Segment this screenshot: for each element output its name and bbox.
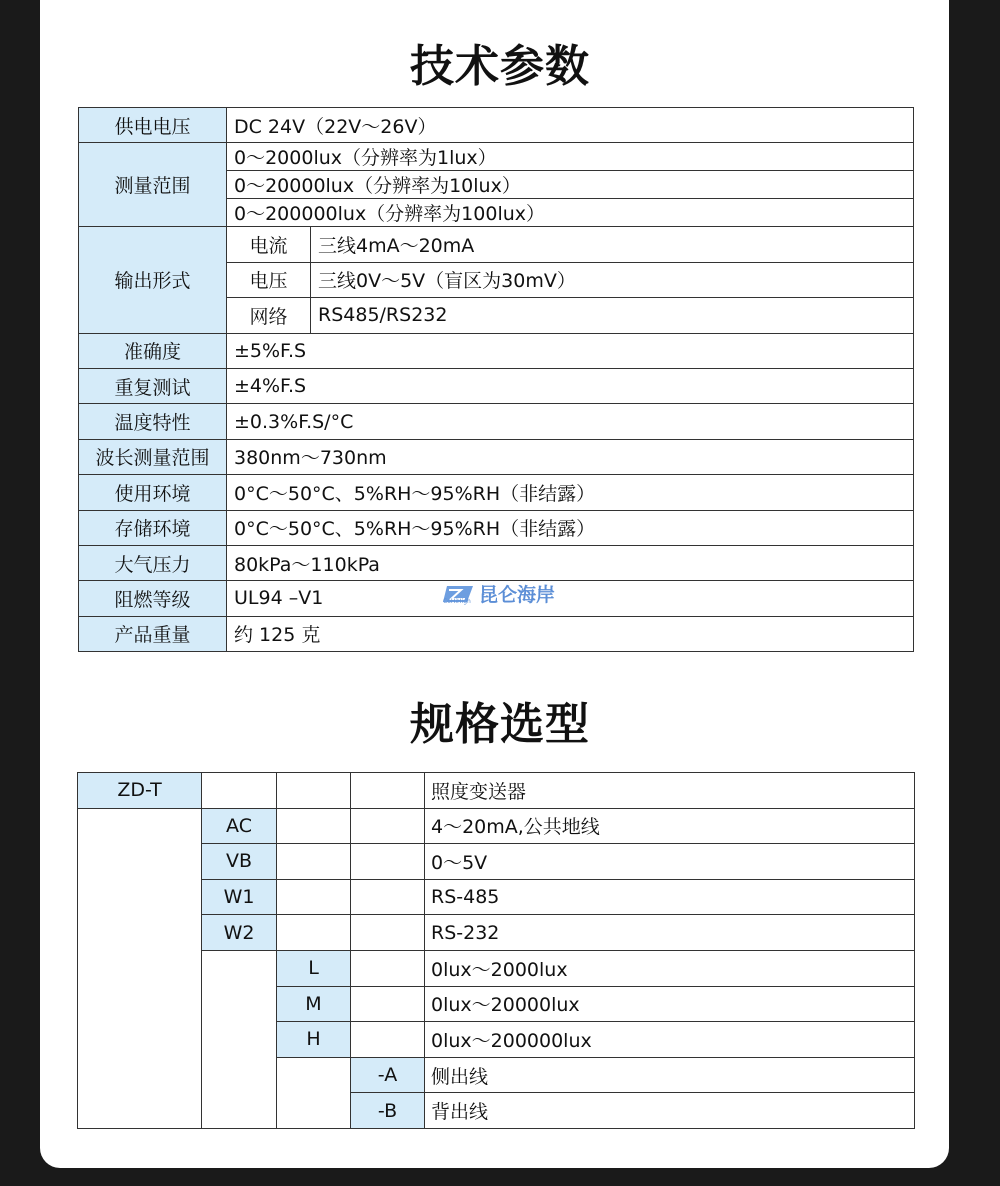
table-row (79, 510, 914, 545)
param-label: 供电电压 (79, 108, 227, 143)
param-value: ±0.3%F.S/°C (227, 404, 914, 439)
spec-desc: 0lux～2000lux (425, 950, 915, 986)
cable-code: -B (351, 1093, 425, 1129)
param-label: 阻燃等级 (79, 581, 227, 616)
param-label: 测量范围 (79, 143, 227, 227)
param-label: 使用环境 (79, 475, 227, 510)
table-row (78, 915, 915, 951)
range-code: H (277, 1022, 351, 1058)
param-value: 约 125 克 (227, 616, 914, 651)
param-label: 大气压力 (79, 545, 227, 580)
table-row (79, 108, 914, 143)
table-row (79, 227, 914, 262)
spec-desc: RS-485 (425, 879, 915, 915)
spec-table (77, 772, 915, 1129)
param-value: 0°C～50°C、5%RH～95%RH（非结露） (227, 510, 914, 545)
spec-title: 规格选型 (410, 699, 590, 750)
spec-desc: 照度变送器 (425, 773, 915, 809)
spec-desc: 0lux～20000lux (425, 986, 915, 1022)
table-row (78, 879, 915, 915)
params-table (78, 107, 914, 652)
spec-desc: RS-232 (425, 915, 915, 951)
table-row (79, 368, 914, 403)
spec-desc: 背出线 (425, 1093, 915, 1129)
spec-desc: 0lux～200000lux (425, 1022, 915, 1058)
param-value: ±5%F.S (227, 333, 914, 368)
table-row (79, 616, 914, 651)
table-row (79, 143, 914, 171)
param-value: 0～200000lux（分辨率为100lux） (227, 199, 914, 227)
output-type: 电流 (227, 227, 311, 262)
table-row (79, 545, 914, 580)
table-row (78, 844, 915, 880)
table-row (79, 439, 914, 474)
range-code: L (277, 950, 351, 986)
param-value: 380nm～730nm (227, 439, 914, 474)
table-row (79, 404, 914, 439)
output-type: 网络 (227, 298, 311, 333)
param-value: 0～2000lux（分辨率为1lux） (227, 143, 914, 171)
param-value: 0°C～50°C、5%RH～95%RH（非结露） (227, 475, 914, 510)
table-row (79, 333, 914, 368)
param-value: RS485/RS232 (311, 298, 914, 333)
output-type: 电压 (227, 262, 311, 297)
spec-desc: 侧出线 (425, 1057, 915, 1093)
output-code: W1 (202, 879, 277, 915)
param-value: UL94 –V1 (227, 581, 914, 616)
model-code: ZD-T (78, 773, 202, 809)
output-code: AC (202, 808, 277, 844)
range-code: M (277, 986, 351, 1022)
param-value: 三线0V～5V（盲区为30mV） (311, 262, 914, 297)
cable-code: -A (351, 1057, 425, 1093)
param-label: 存储环境 (79, 510, 227, 545)
brand-watermark (443, 580, 555, 607)
param-label: 波长测量范围 (79, 439, 227, 474)
params-title: 技术参数 (410, 41, 590, 92)
param-label: 准确度 (79, 333, 227, 368)
param-value: 三线4mA～20mA (311, 227, 914, 262)
param-value: ±4%F.S (227, 368, 914, 403)
table-row (78, 808, 915, 844)
param-label: 输出形式 (79, 227, 227, 333)
param-value: DC 24V（22V～26V） (227, 108, 914, 143)
table-row (78, 773, 915, 809)
param-label: 产品重量 (79, 616, 227, 651)
param-label: 重复测试 (79, 368, 227, 403)
brand-sub: CoHiHigh (443, 598, 471, 605)
spec-desc: 4～20mA,公共地线 (425, 808, 915, 844)
param-value: 0～20000lux（分辨率为10lux） (227, 171, 914, 199)
output-code: VB (202, 844, 277, 880)
param-label: 温度特性 (79, 404, 227, 439)
spec-desc: 0～5V (425, 844, 915, 880)
param-value: 80kPa～110kPa (227, 545, 914, 580)
table-row (79, 475, 914, 510)
output-code: W2 (202, 915, 277, 951)
table-row (78, 950, 915, 986)
brand-name: 昆仑海岸 (479, 584, 556, 606)
